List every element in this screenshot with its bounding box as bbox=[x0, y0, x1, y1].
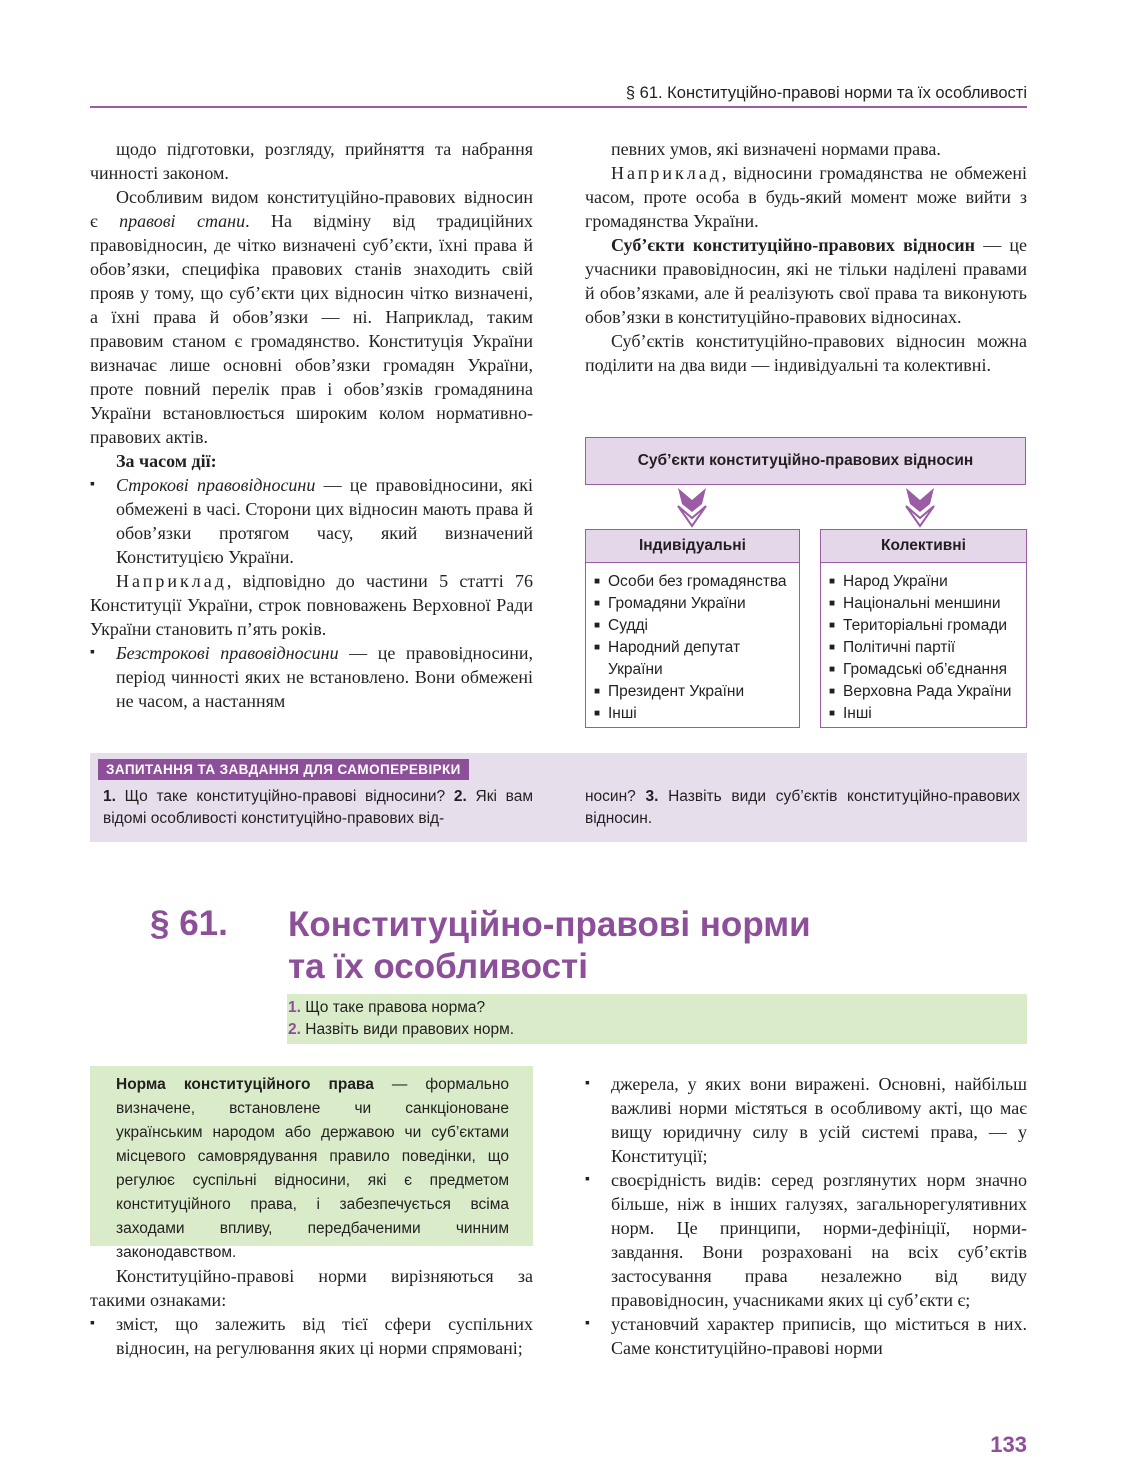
self-check-left: 1. Що таке конституційно-правові відносини? 2. Які вам відомі особливості конституційно-правових від- bbox=[103, 788, 533, 827]
collective-box bbox=[820, 529, 1027, 728]
self-check-right: носин? 3. Назвіть види суб’єктів конституційно-правових відносин. bbox=[585, 788, 1020, 827]
section-title: Конституційно-правові норми та їх особливості bbox=[288, 905, 811, 986]
individual-box bbox=[585, 529, 800, 728]
term-italic: правові стани bbox=[119, 211, 246, 231]
individual-box-title: Індивідуальні bbox=[586, 530, 799, 563]
right-column bbox=[585, 137, 1027, 377]
paragraph: Наприклад, відносини громадянства не обмежені часом, проте особа в будь-який момент може вийти з громадянства України. bbox=[585, 163, 1027, 231]
list-item: ■ Народ України bbox=[829, 571, 1026, 593]
term-italic: Строкові правовідносини bbox=[116, 475, 316, 495]
self-check-title: ЗАПИТАННЯ ТА ЗАВДАННЯ ДЛЯ САМОПЕРЕВІРКИ bbox=[98, 759, 469, 780]
list-item: ▪ Безстрокові правовідносини — це правовідносини, період чинності яких не встановлено. Вони обмежені не часом, а настанням bbox=[90, 641, 533, 713]
left-column-lower bbox=[90, 1264, 533, 1360]
paragraph: Особливим видом конституційно-правових відносин є правові стани. На відміну від традиційних правовідносин, де чітко визначені суб’єкти, їхні права й обов’язки, специфіка правових станів знаходить свій прояв у тому, що суб’єкти цих відносин чітко визначені, а їхні права й обов’язки — ні. Наприклад, таким правовим станом є громадянство. Конституція України визначає лише основні обов’язки громадян України, проте повний перелік прав і обов’язків громадянина України встановлюється широким колом нормативно-правових актів. bbox=[90, 187, 534, 447]
paragraph: Конституційно-правові норми вирізняються за такими ознаками: bbox=[90, 1266, 533, 1310]
term-italic: Безстрокові правовідносини bbox=[116, 643, 339, 663]
list-item: ■ Територіальні громади bbox=[829, 615, 1026, 637]
list-item: ■ Народний депутат України bbox=[594, 637, 799, 681]
paragraph: Суб’єкти конституційно-правових відносин — це учасники правовідносин, які не тільки наділені правами й обов’язками, але й реалізують свої права та виконують обов’язки в конституційно-правових відносинах. bbox=[585, 235, 1027, 327]
left-column bbox=[90, 137, 533, 713]
list-item: ■ Національні меншини bbox=[829, 593, 1026, 615]
header-rule bbox=[90, 106, 1027, 108]
arrow-down-icon bbox=[674, 486, 710, 528]
definition-text: Норма конституційного права — формально визначене, встановлене чи санкціоноване українським народом або державою чи суб’єктами місцевого самоврядування правило поведінки, що регулює суспільні відносини, які є предметом конституційного права, і забезпечується всіма заходами впливу, передбаченими чинним законодавством. bbox=[116, 1076, 510, 1261]
list-item: ■ Інші bbox=[829, 703, 1026, 725]
section-number: § 61. bbox=[150, 904, 228, 943]
individual-list bbox=[586, 563, 799, 725]
recall-questions bbox=[287, 994, 1027, 1044]
recall-item: 1. Що таке правова норма? bbox=[288, 999, 486, 1016]
list-item: ■ Президент України bbox=[594, 681, 799, 703]
list-item: ■ Громадські об’єднання bbox=[829, 659, 1026, 681]
list-item: ■ Особи без громадянства bbox=[594, 571, 799, 593]
paragraph: Суб’єктів конституційно-правових відносин можна поділити на два види — індивідуальні та колективні. bbox=[585, 331, 1027, 375]
list-item: ■ Судді bbox=[594, 615, 799, 637]
running-head: § 61. Конституційно-правові норми та їх особливості bbox=[625, 84, 1027, 102]
example-word: Наприклад bbox=[116, 571, 227, 591]
collective-list bbox=[821, 563, 1026, 725]
list-item: ▪ зміст, що залежить від тієї сфери суспільних відносин, на регулювання яких ці норми спрямовані; bbox=[90, 1312, 533, 1360]
list-item: ■ Інші bbox=[594, 703, 799, 725]
paragraph: Наприклад, відповідно до частини 5 статті 76 Конституції України, строк повноважень Верховної Ради України становить п’ять років. bbox=[90, 571, 533, 639]
paragraph: щодо підготовки, розгляду, прийняття та набрання чинності законом. bbox=[90, 139, 533, 183]
list-item: ■ Громадяни України bbox=[594, 593, 799, 615]
list-item: ■ Верховна Рада України bbox=[829, 681, 1026, 703]
paragraph: певних умов, які визначені нормами права. bbox=[611, 139, 941, 159]
list-item: ▪ Строкові правовідносини — це правовідносини, які обмежені в часі. Сторони цих відносин мають права й обов’язки протягом часу, який визначений Конституцією України. bbox=[90, 473, 533, 569]
list-item: ■ Політичні партії bbox=[829, 637, 1026, 659]
recall-item: 2. Назвіть види правових норм. bbox=[288, 1021, 515, 1038]
arrow-down-icon bbox=[902, 486, 938, 528]
page-number: 133 bbox=[990, 1432, 1027, 1457]
right-column-lower bbox=[585, 1072, 1027, 1360]
definition-term: Норма конституційного права bbox=[116, 1076, 374, 1093]
example-word: Наприклад bbox=[611, 163, 722, 183]
diagram-title: Суб’єкти конституційно-правових відносин bbox=[585, 437, 1026, 485]
subheading: За часом дії: bbox=[116, 451, 217, 471]
list-item: ▪ джерела, у яких вони виражені. Основні, найбільш важливі норми містяться в особливому акті, що має вищу юридичну силу в усій системі права, — у Конституції; bbox=[585, 1072, 1027, 1168]
list-item: ▪ своєрідність видів: серед розглянутих норм значно більше, ніж в інших галузях, загальнорегулятивних норм. Це принципи, норми-дефініції, норми-завдання. Вони розраховані на всіх суб’єктів застосування права незалежно від виду правовідносин, учасниками яких ці суб’єкти є; bbox=[585, 1168, 1027, 1312]
list-item: ▪ установчий характер приписів, що міститься в них. Саме конституційно-правові норми bbox=[585, 1312, 1027, 1360]
collective-box-title: Колективні bbox=[821, 530, 1026, 563]
term-bold: Суб’єкти конституційно-правових відносин bbox=[611, 235, 976, 255]
